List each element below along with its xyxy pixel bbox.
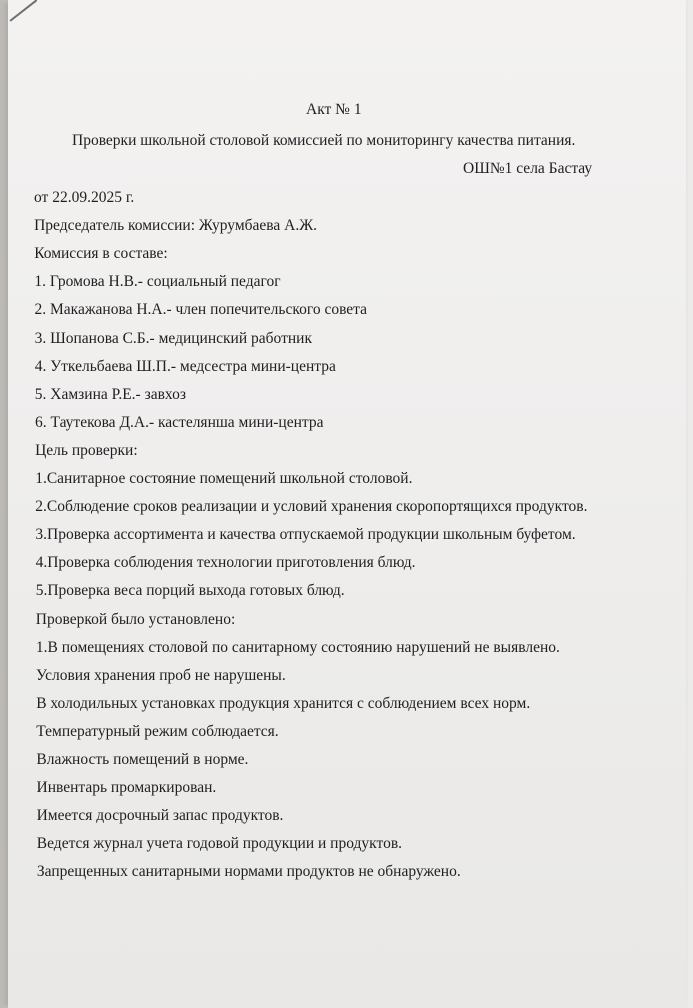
document-line: Влажность помещений в норме. [36,751,249,768]
pen-mark [9,0,37,22]
document-line: 2. Макажанова Н.А.- член попечительского совета [34,301,368,319]
document-line: Инвентарь промаркирован. [36,779,217,797]
document-line: Ведется журнал учета годовой продукции и продуктов. [36,835,403,853]
document-line: Проверкой было установлено: [35,610,236,628]
document-line: 5. Хамзина Р.Е.- завхоз [34,385,186,403]
document-line: 2.Соблюдение сроков реализации и условий хранения скоропортящихся продуктов. [35,498,588,516]
document-subtitle: Проверки школьной столовой комиссией по мониторингу качества питания. [72,132,576,149]
document-line: Комиссия в составе: [34,245,168,263]
document-line: Условия хранения проб не нарушены. [36,666,286,684]
document-title: Акт № 1 [306,101,362,118]
document-line: Цель проверки: [35,441,138,459]
document-page [8,0,686,1008]
document-line: 6. Таутекова Д.А.- кастелянша мини-центра [35,413,324,431]
document-line: 3.Проверка ассортимента и качества отпускаемой продукции школьным буфетом. [35,526,576,544]
document-line: Имеется досрочный запас продуктов. [36,807,284,825]
document-line: 3. Шопанова С.Б.- медицинский работник [34,329,312,347]
document-line: 1. Громова Н.В.- социальный педагог [34,273,281,291]
document-line: Температурный режим соблюдается. [36,722,279,740]
document-line: Председатель комиссии: Журумбаева А.Ж. [34,217,317,235]
document-line: В холодильных установках продукция хранится с соблюдением всех норм. [36,694,531,712]
document-line: 5.Проверка веса порций выхода готовых блюд. [35,582,345,600]
document-line: 1.Санитарное состояние помещений школьной столовой. [35,470,413,487]
document-line: 4.Проверка соблюдения технологии приготовления блюд. [35,554,416,572]
document-date: от 22.09.2025 г. [34,189,135,206]
document-line: 1.В помещениях столовой по санитарному состоянию нарушений не выявлено. [35,638,560,656]
document-line: Запрещенных санитарными нормами продуктов не обнаружено. [36,863,461,881]
school-name: ОШ№1 села Бастау [463,160,593,177]
document-line: 4. Уткельбаева Ш.П.- медсестра мини-центра [34,357,336,375]
